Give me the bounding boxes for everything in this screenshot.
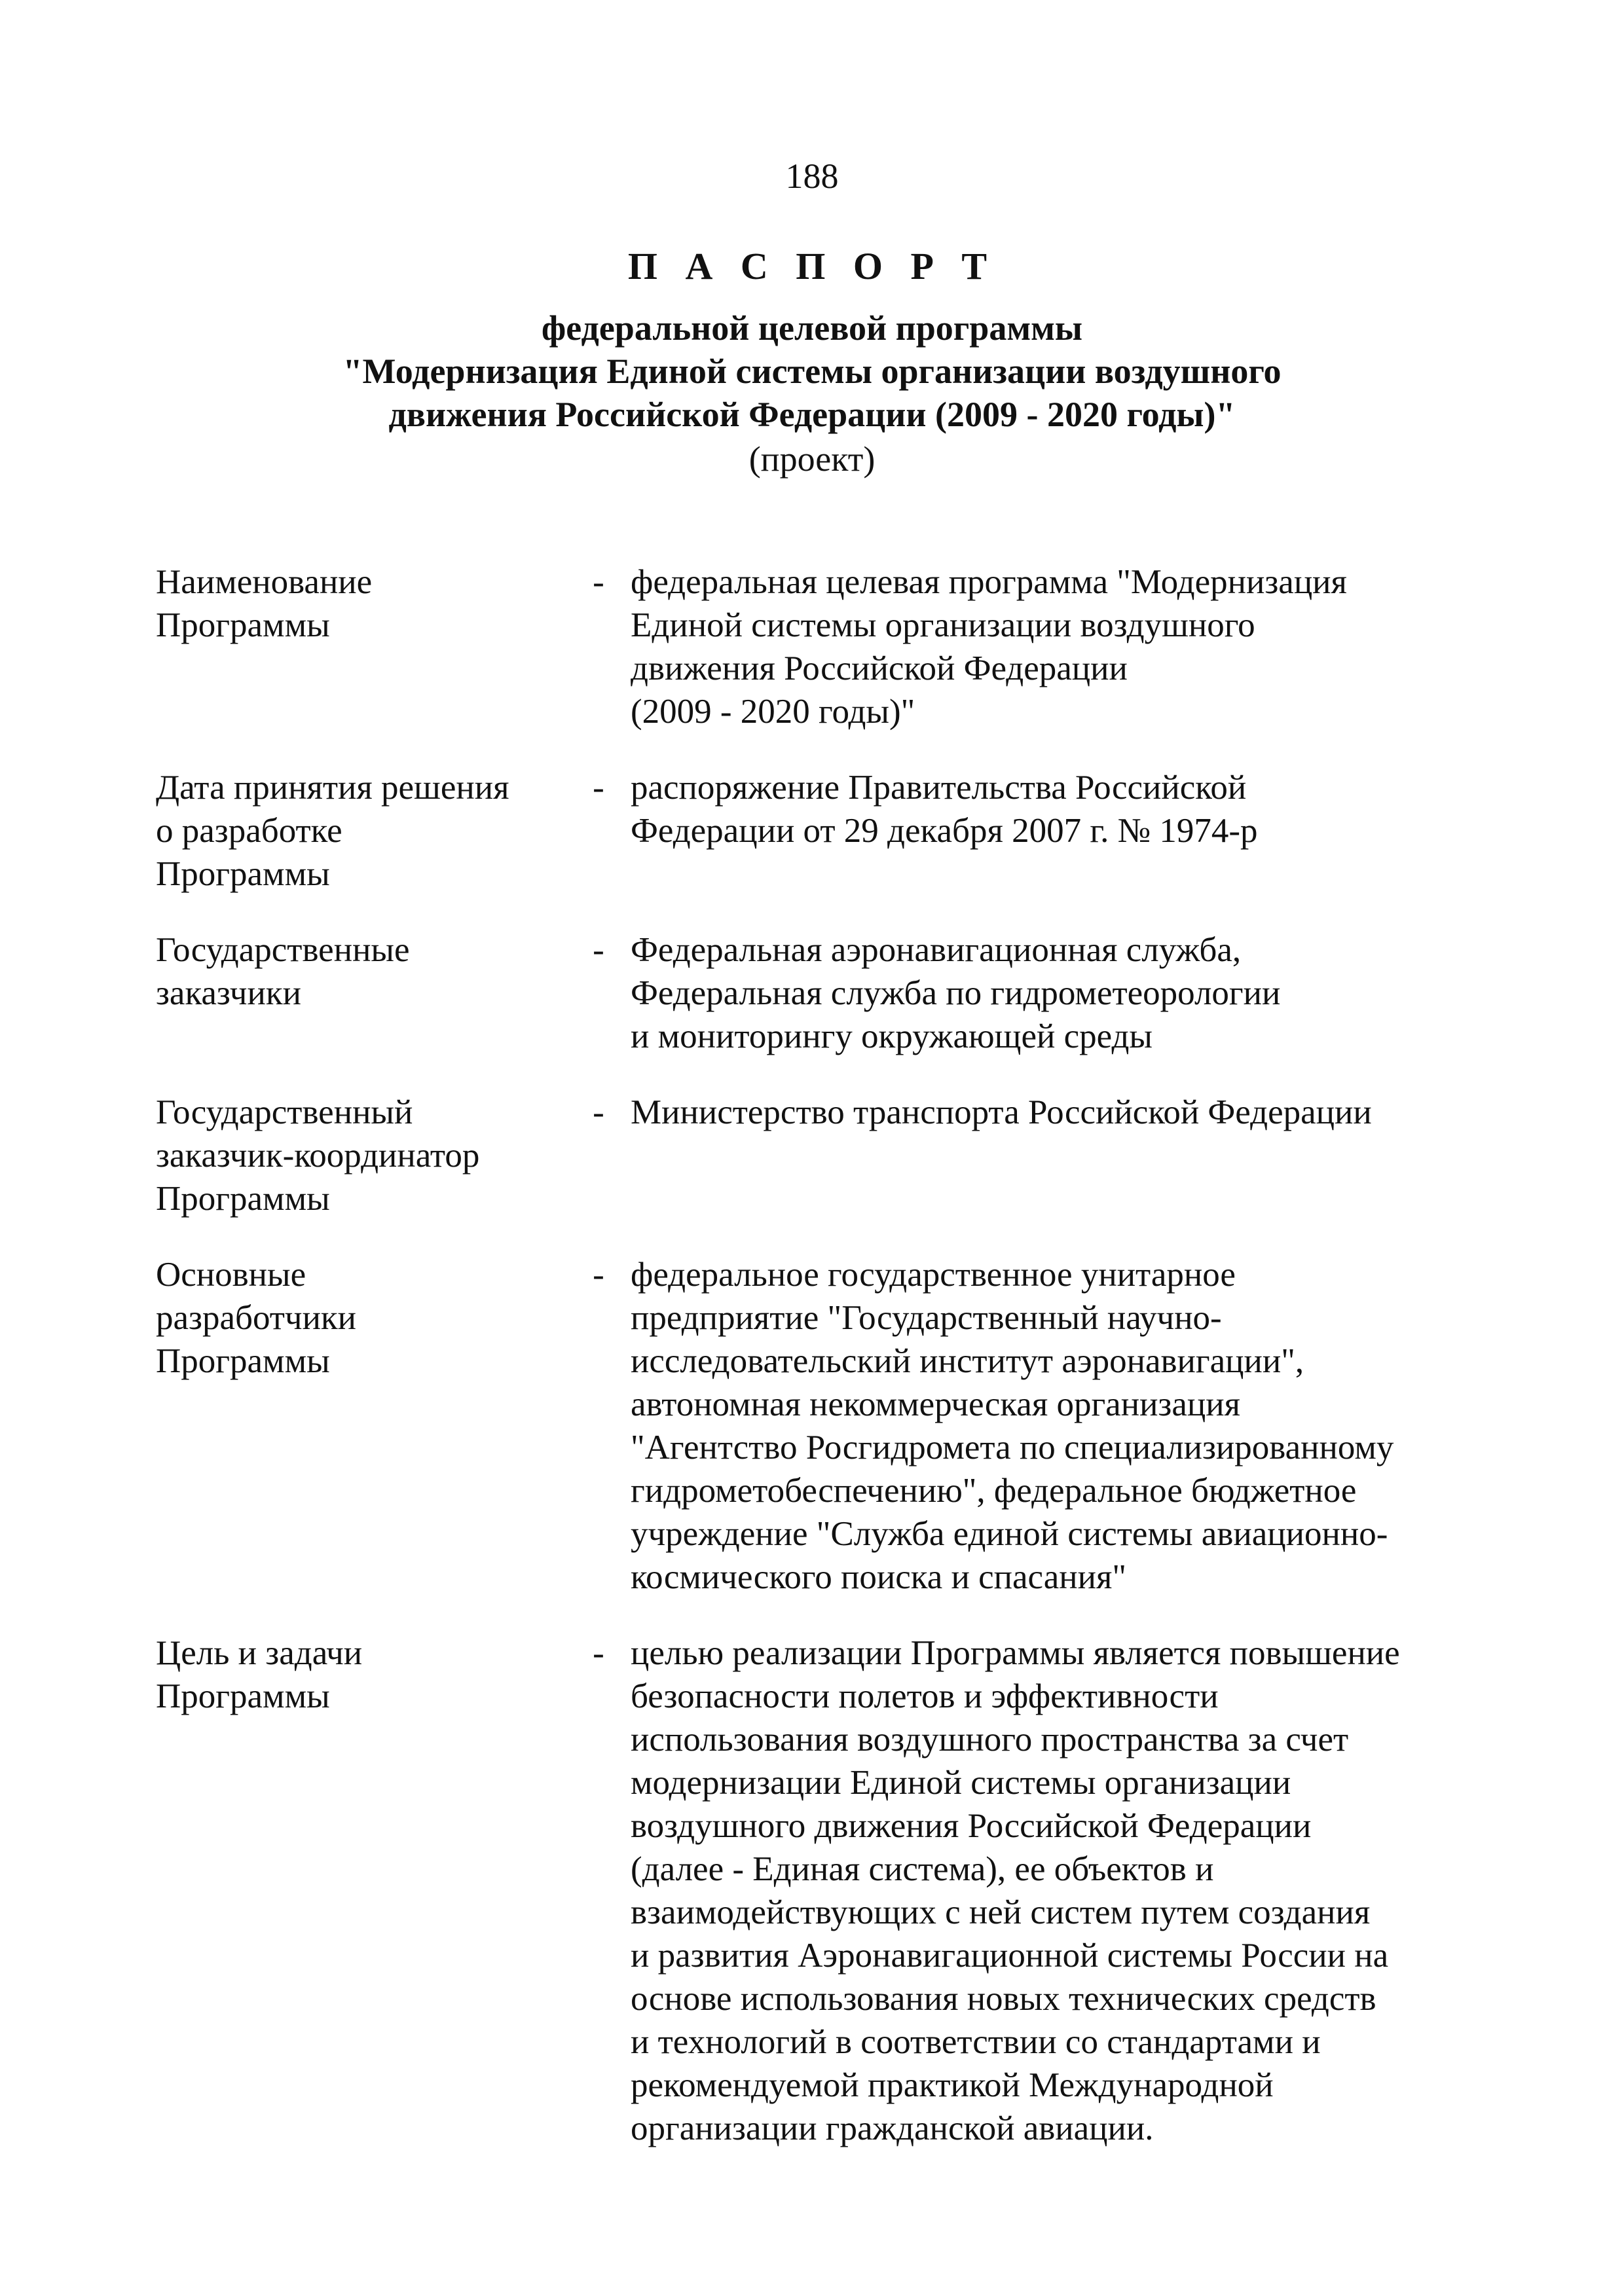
row-value-line: безопасности полетов и эффективности [631, 1677, 1219, 1715]
row-value-line: Федеральная служба по гидрометеорологии [631, 974, 1281, 1012]
row-value-line: использования воздушного пространства за счет [631, 1721, 1349, 1758]
row-value-line: целью реализации Программы является повышение [631, 1634, 1400, 1672]
row-value-line: учреждение "Служба единой системы авиационно- [631, 1515, 1388, 1553]
row-value-line: и развития Аэронавигационной системы России на [631, 1937, 1389, 1975]
row-value-line: автономная некоммерческая организация [631, 1385, 1240, 1423]
row-label-line: Программы [156, 1180, 330, 1218]
row-label-line: заказчики [156, 974, 301, 1012]
row-value [619, 766, 1518, 852]
row-label-line: Программы [156, 1342, 330, 1380]
row-value-line: Министерство транспорта Российской Федерации [631, 1093, 1372, 1131]
row-value-line: (2009 - 2020 годы)" [631, 693, 915, 731]
row-dash: - [593, 1093, 604, 1131]
row-value [619, 1631, 1518, 2150]
passport-row [156, 928, 1518, 1058]
passport-row [156, 1091, 1518, 1220]
row-value-line: модернизации Единой системы организации [631, 1764, 1291, 1802]
passport-row [156, 766, 1518, 896]
row-value-line: (далее - Единая система), ее объектов и [631, 1850, 1214, 1888]
row-value-line: гидрометобеспечению", федеральное бюджетное [631, 1472, 1357, 1510]
row-dash: - [593, 769, 604, 807]
row-label [156, 1631, 578, 1718]
row-label [156, 928, 578, 1015]
row-value-line: космического поиска и спасания" [631, 1558, 1126, 1596]
row-value [619, 928, 1518, 1058]
row-label-line: Дата принятия решения [156, 769, 509, 807]
row-value-line: и технологий в соответствии со стандартами и [631, 2023, 1321, 2061]
row-label-line: Основные [156, 1256, 306, 1294]
row-value-line: Единой системы организации воздушного [631, 606, 1255, 644]
row-label-line: заказчик-координатор [156, 1137, 480, 1175]
row-dash: - [593, 1256, 604, 1294]
passport-row [156, 560, 1518, 733]
row-label [156, 766, 578, 896]
row-label [156, 1091, 578, 1220]
row-value-line: распоряжение Правительства Российской [631, 769, 1247, 807]
row-value [619, 560, 1518, 733]
row-value [619, 1091, 1518, 1134]
row-dash: - [593, 563, 604, 601]
passport-row [156, 1253, 1518, 1599]
row-label [156, 1253, 578, 1383]
row-value-line: организации гражданской авиации. [631, 2109, 1154, 2147]
row-label-line: разработчики [156, 1299, 357, 1337]
row-value-line: рекомендуемой практикой Международной [631, 2066, 1274, 2104]
subtitle-line: движения Российской Федерации (2009 - 2020 годы)" [388, 395, 1236, 434]
row-value-line: взаимодействующих с ней систем путем создания [631, 1893, 1371, 1931]
row-label-line: Программы [156, 1677, 330, 1715]
subtitle-line: "Модернизация Единой системы организации воздушного [342, 352, 1282, 391]
page-number: 188 [785, 156, 839, 196]
row-label-line: Государственный [156, 1093, 413, 1131]
row-label-line: Программы [156, 606, 330, 644]
row-label [156, 560, 578, 647]
row-value-line: и мониторингу окружающей среды [631, 1017, 1153, 1055]
passport-row [156, 1631, 1518, 2150]
row-value-line: федеральная целевая программа "Модернизация [631, 563, 1347, 601]
subtitle-line: федеральной целевой программы [541, 308, 1083, 348]
row-value-line: исследовательский институт аэронавигации", [631, 1342, 1304, 1380]
row-dash: - [593, 1634, 604, 1672]
row-value-line: Федерации от 29 декабря 2007 г. № 1974-р [631, 812, 1258, 850]
row-value-line: движения Российской Федерации [631, 649, 1128, 687]
row-value-line: основе использования новых технических средств [631, 1980, 1376, 2018]
row-label-line: Цель и задачи [156, 1634, 363, 1672]
document-subtitle [0, 306, 1624, 436]
row-value [619, 1253, 1518, 1599]
row-label-line: о разработке [156, 812, 342, 850]
row-value-line: федеральное государственное унитарное [631, 1256, 1236, 1294]
document-title: П А С П О Р Т [627, 245, 997, 287]
row-label-line: Наименование [156, 563, 373, 601]
row-value-line: Федеральная аэронавигационная служба, [631, 931, 1242, 969]
row-label-line: Государственные [156, 931, 410, 969]
passport-table [156, 528, 1518, 2150]
draft-note: (проект) [748, 439, 876, 479]
row-value-line: предприятие "Государственный научно- [631, 1299, 1222, 1337]
row-value-line: "Агентство Росгидромета по специализированному [631, 1429, 1394, 1467]
row-label-line: Программы [156, 855, 330, 893]
row-dash: - [593, 931, 604, 969]
row-value-line: воздушного движения Российской Федерации [631, 1807, 1312, 1845]
